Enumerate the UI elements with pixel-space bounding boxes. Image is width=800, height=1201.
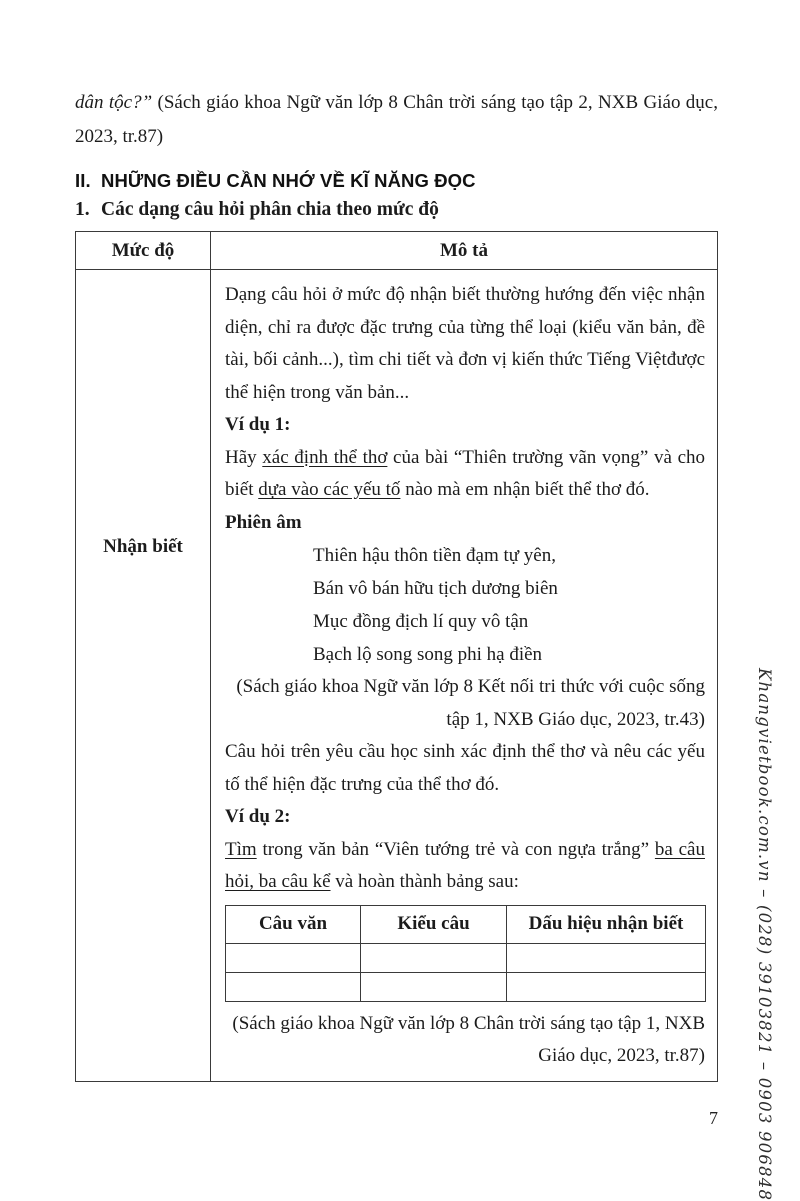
underlined-phrase: Tìm xyxy=(225,838,257,860)
table-row xyxy=(76,270,718,1082)
answer-col-sign: Dấu hiệu nhận biết xyxy=(507,905,706,943)
text-fragment: của bài “Thiên trường vãn vọng” và cho biết xyxy=(225,446,705,500)
col-header-description: Mô tả xyxy=(211,232,718,270)
col-header-level: Mức độ xyxy=(76,232,211,270)
answer-table xyxy=(225,905,706,1002)
page-number: 7 xyxy=(709,1108,718,1128)
text-fragment: Hãy xyxy=(225,446,263,468)
text-fragment: và hoàn thành bảng sau: xyxy=(330,871,519,892)
level-cell xyxy=(76,270,211,1082)
answer-empty-row xyxy=(226,972,706,1001)
underlined-phrase: ba câu hỏi, ba câu kể xyxy=(225,838,705,892)
poem-line: Mục đồng địch lí quy vô tận xyxy=(313,611,529,632)
poem-citation: (Sách giáo khoa Ngữ văn lớp 8 Kết nối tri thức với cuộc sống tập 1, NXB Giáo dục, 2023, tr.43) xyxy=(236,676,705,730)
poem-line: Bán vô bán hữu tịch dương biên xyxy=(313,578,558,599)
example2-label: Ví dụ 2: xyxy=(225,806,291,827)
empty-cell xyxy=(361,972,507,1001)
page-content xyxy=(75,86,718,1082)
section-title: NHỮNG ĐIỀU CẦN NHỚ VỀ KĨ NĂNG ĐỌC xyxy=(101,170,476,191)
poem-line: Bạch lộ song song phi hạ điền xyxy=(313,644,543,665)
answer-table-header-row xyxy=(226,905,706,943)
levels-table xyxy=(75,231,718,1082)
section-number: II. xyxy=(75,170,91,191)
subsection-title: Các dạng câu hỏi phân chia theo mức độ xyxy=(101,199,439,220)
example1-text xyxy=(225,442,705,507)
empty-cell xyxy=(361,943,507,972)
level-label: Nhận biết xyxy=(103,536,183,558)
empty-cell xyxy=(226,943,361,972)
quote-end-fragment: dân tộc?” xyxy=(75,92,153,113)
description-paragraph: Dạng câu hỏi ở mức độ nhận biết thường hướng đến việc nhận diện, chỉ ra được đặc trưng của từng thể loại (kiểu văn bản, đề tài, bối cảnh...), tìm chi tiết và đơn vị kiến thức Tiếng Việtđược thể hiện trong văn bản... xyxy=(225,284,705,403)
analysis-text: Câu hỏi trên yêu cầu học sinh xác định thể thơ và nêu các yếu tố thể hiện đặc trưng của thể thơ đó. xyxy=(225,741,705,795)
answer-col-type: Kiểu câu xyxy=(361,905,507,943)
poem-block xyxy=(225,539,705,671)
example2-text xyxy=(225,834,705,899)
empty-cell xyxy=(226,972,361,1001)
example1-label: Ví dụ 1: xyxy=(225,414,291,435)
answer-col-sentence: Câu văn xyxy=(226,905,361,943)
citation-fragment: (Sách giáo khoa Ngữ văn lớp 8 Chân trời sáng tạo tập 2, NXB Giáo dục, 2023, tr.87) xyxy=(75,92,718,147)
poem-line: Thiên hậu thôn tiền đạm tự yên, xyxy=(313,545,556,566)
table-citation: (Sách giáo khoa Ngữ văn lớp 8 Chân trời sáng tạo tập 1, NXB Giáo dục, 2023, tr.87) xyxy=(232,1012,705,1066)
empty-cell xyxy=(507,972,706,1001)
answer-empty-row xyxy=(226,943,706,972)
text-fragment: trong văn bản “Viên tướng trẻ và con ngựa trắng” xyxy=(256,838,655,860)
empty-cell xyxy=(507,943,706,972)
source-citation-top xyxy=(75,86,718,154)
phonetic-label: Phiên âm xyxy=(225,511,302,533)
underlined-phrase: xác định thể thơ xyxy=(262,446,388,468)
underlined-phrase: dựa vào các yếu tố xyxy=(258,479,401,500)
subsection-number: 1. xyxy=(75,199,90,220)
description-cell xyxy=(211,270,718,1082)
section-heading xyxy=(75,170,718,192)
subsection-heading xyxy=(75,199,718,221)
text-fragment: nào mà em nhận biết thể thơ đó. xyxy=(400,479,650,500)
watermark-vertical-text: Khangvietbook.com.vn – (028) 39103821 – 0903 906848 xyxy=(755,668,774,1201)
levels-table-header-row xyxy=(76,232,718,270)
